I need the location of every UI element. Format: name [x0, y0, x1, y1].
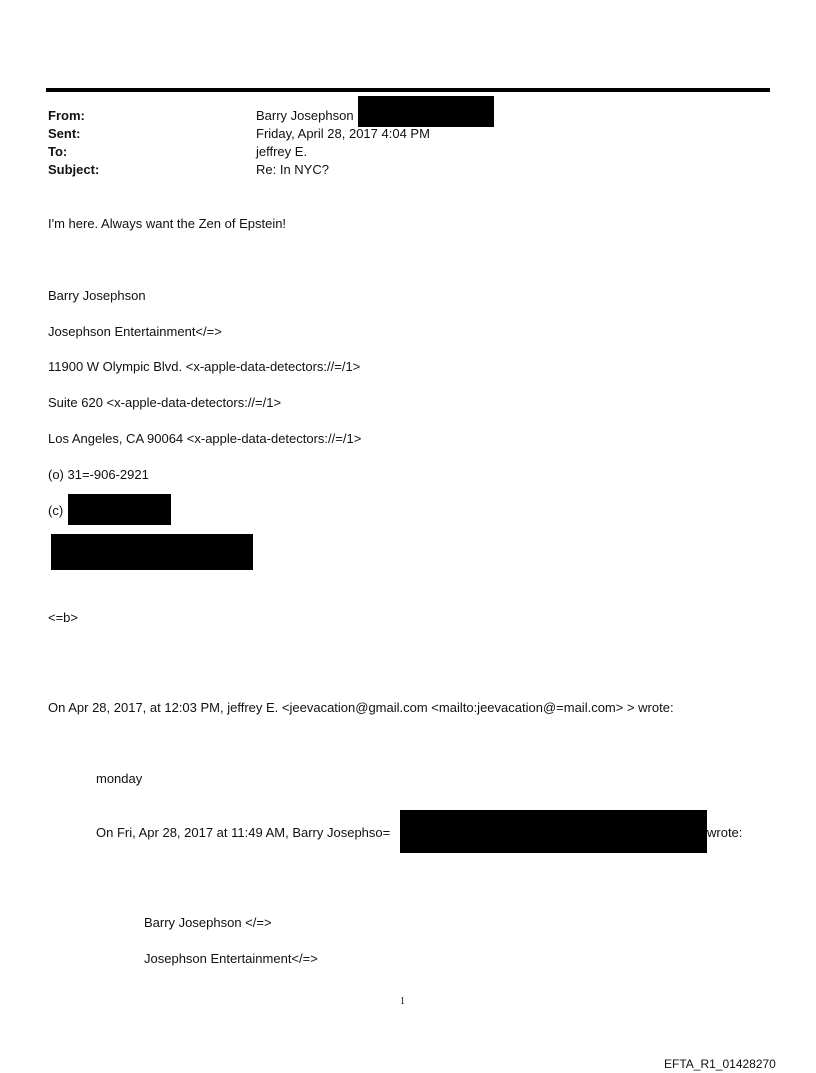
nested-quote-suffix: wrote: — [707, 825, 743, 840]
redaction-box — [358, 96, 494, 127]
redaction-box — [400, 810, 707, 853]
document-id: EFTA_R1_01428270 — [664, 1057, 776, 1071]
signature-office-phone: (o) 31=-906-2921 — [48, 467, 149, 482]
signature-address-line-3: Los Angeles, CA 90064 <x-apple-data-detectors://=/1> — [48, 431, 362, 446]
page-number: 1 — [400, 996, 405, 1007]
nested-signature-company: Josephson Entertainment</=> — [144, 951, 318, 966]
signature-cell-label: (c) — [48, 503, 64, 518]
header-rule — [46, 88, 770, 92]
subject-label: Subject: — [48, 162, 100, 177]
sent-value: Friday, April 28, 2017 4:04 PM — [256, 126, 430, 141]
to-value: jeffrey E. — [256, 144, 308, 159]
signature-address-line-2: Suite 620 <x-apple-data-detectors://=/1> — [48, 395, 282, 410]
quote-text: monday — [96, 771, 143, 786]
signature-company: Josephson Entertainment</=> — [48, 324, 222, 339]
sent-label: Sent: — [48, 126, 81, 141]
signature-tag: <=b> — [48, 610, 79, 625]
signature-name: Barry Josephson — [48, 288, 146, 303]
from-label: From: — [48, 108, 85, 123]
reply-text: I'm here. Always want the Zen of Epstein! — [48, 216, 287, 231]
redaction-box — [68, 494, 171, 525]
nested-signature-name: Barry Josephson </=> — [144, 915, 272, 930]
from-value: Barry Josephson — [256, 108, 354, 123]
to-label: To: — [48, 144, 68, 159]
redaction-box — [51, 534, 253, 570]
subject-value: Re: In NYC? — [256, 162, 329, 177]
signature-address-line-1: 11900 W Olympic Blvd. <x-apple-data-detectors://=/1> — [48, 359, 361, 374]
nested-quote-intro: On Fri, Apr 28, 2017 at 11:49 AM, Barry Josephso= — [96, 825, 391, 840]
quote-intro: On Apr 28, 2017, at 12:03 PM, jeffrey E. <jeevacation@gmail.com <mailto:jeevacation@=mail.com> > wrote: — [48, 700, 674, 715]
